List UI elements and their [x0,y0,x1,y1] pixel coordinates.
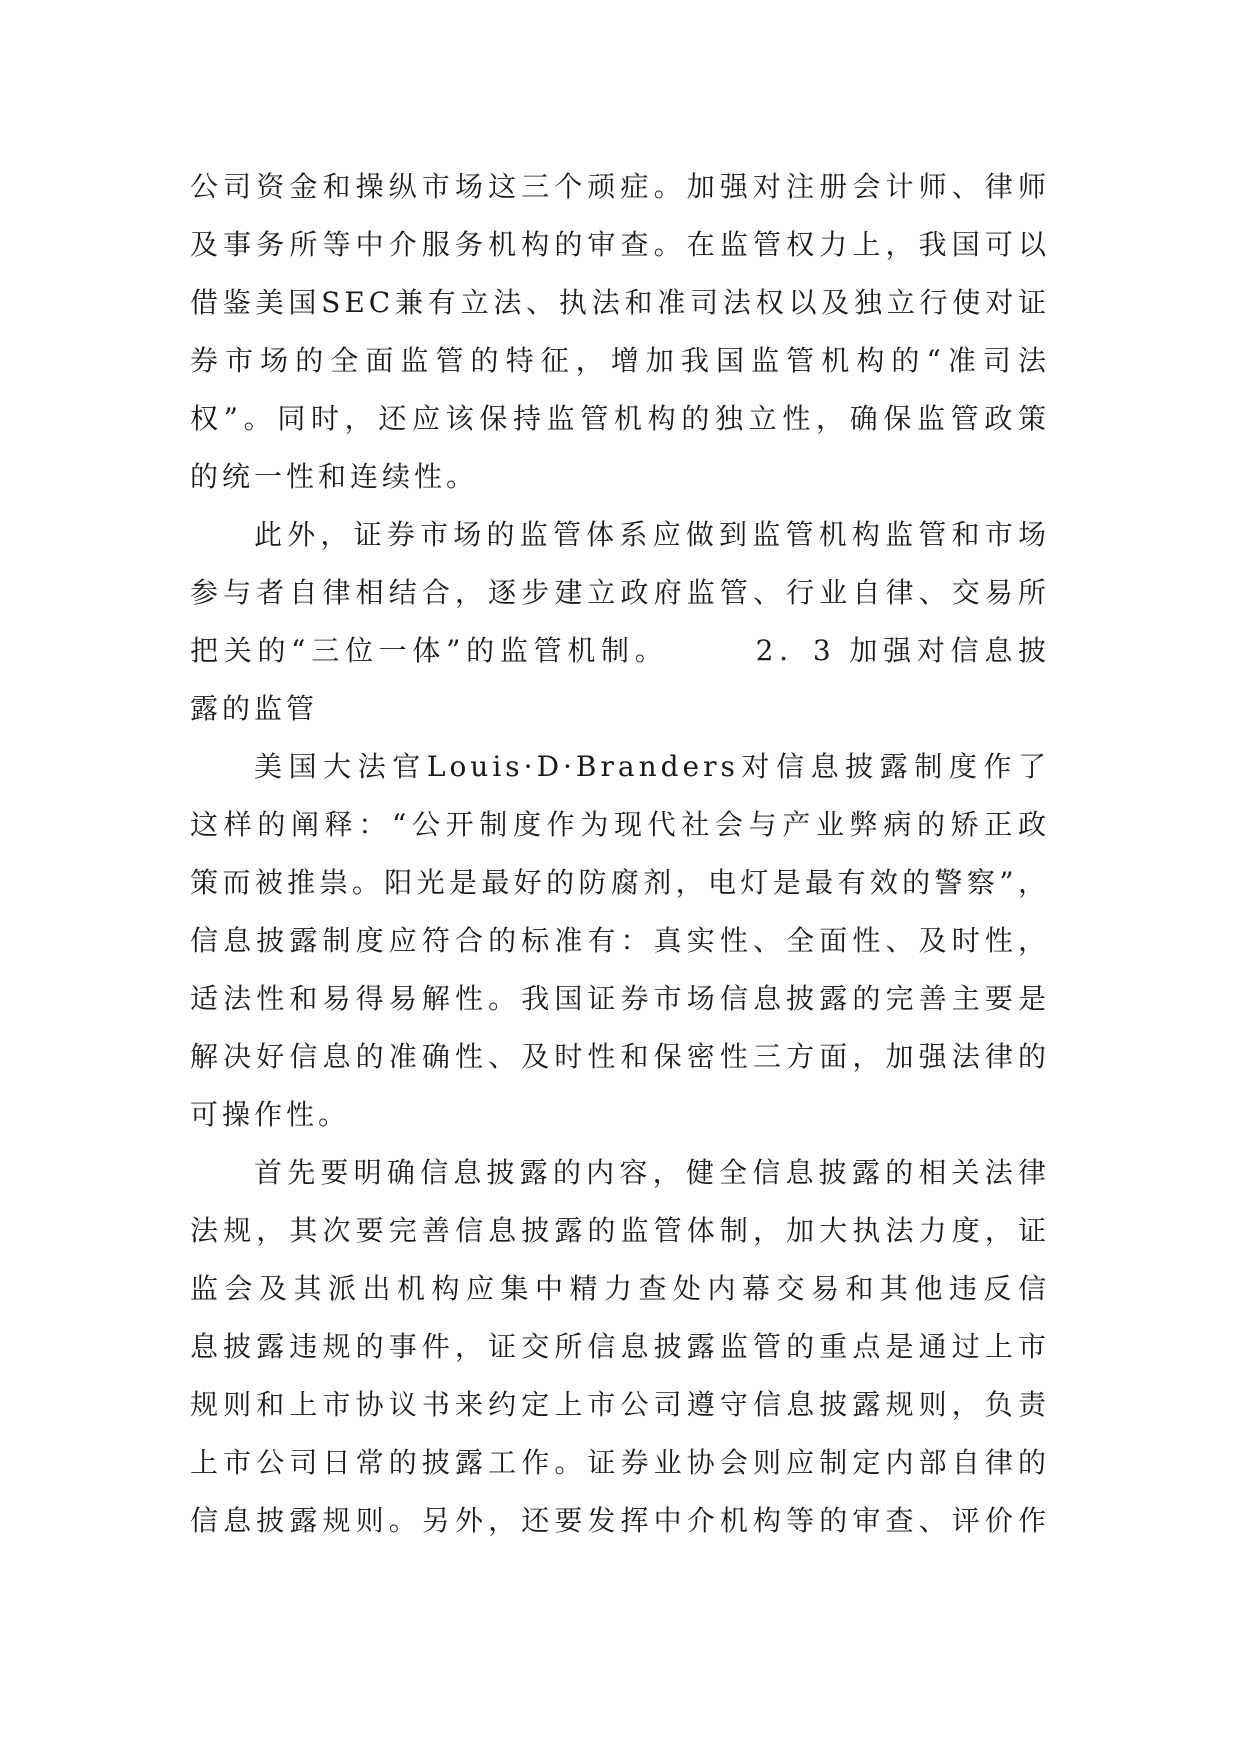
text-line: 信息披露规则。另外，还要发挥中介机构等的审查、评价作 [190,1504,1050,1537]
text-line: 公司资金和操纵市场这三个顽症。加强对注册会计师、律师 [190,170,1050,203]
text-line: 券市场的全面监管的特征，增加我国监管机构的“准司法 [190,344,1050,377]
text-line: 解决好信息的准确性、及时性和保密性三方面，加强法律的 [190,1040,1050,1073]
paragraph-first-line: 此外，证券市场的监管体系应做到监管机构监管和市场 [254,518,1050,551]
text-line: 可操作性。 [190,1098,351,1131]
paragraph-first-line: 首先要明确信息披露的内容，健全信息披露的相关法律 [254,1156,1050,1189]
text-line: 借鉴美国SEC兼有立法、执法和准司法权以及独立行使对证 [190,286,1050,319]
text-line: 的统一性和连续性。 [190,460,479,493]
text-line: 法规，其次要完善信息披露的监管体制，加大执法力度，证 [190,1214,1050,1247]
text-line: 适法性和易得易解性。我国证券市场信息披露的完善主要是 [190,982,1050,1015]
text-line: 及事务所等中介服务机构的审查。在监管权力上，我国可以 [190,228,1050,261]
text-line: 策而被推祟。阳光是最好的防腐剂，电灯是最有效的警察”， [190,866,1050,899]
body-text [190,158,1050,1550]
paragraph-first-line: 美国大法官Louis·D·Branders对信息披露制度作了 [254,750,1050,783]
text-line: 上市公司日常的披露工作。证券业协会则应制定内部自律的 [190,1446,1050,1479]
text-line: 信息披露制度应符合的标准有：真实性、全面性、及时性， [190,924,1050,957]
text-line: 息披露违规的事件，证交所信息披露监管的重点是通过上市 [190,1330,1050,1363]
text-line: 规则和上市协议书来约定上市公司遵守信息披露规则，负责 [190,1388,1050,1421]
text-line: 参与者自律相结合，逐步建立政府监管、行业自律、交易所 [190,576,1050,609]
text-line: 这样的阐释：“公开制度作为现代社会与产业弊病的矫正政 [190,808,1050,841]
text-line: 露的监管 [190,692,319,725]
text-line: 权”。同时，还应该保持监管机构的独立性，确保监管政策 [190,402,1050,435]
text-line: 把关的“三位一体”的监管机制。 2．3 加强对信息披 [190,634,1050,667]
text-line: 监会及其派出机构应集中精力查处内幕交易和其他违反信 [190,1272,1050,1305]
